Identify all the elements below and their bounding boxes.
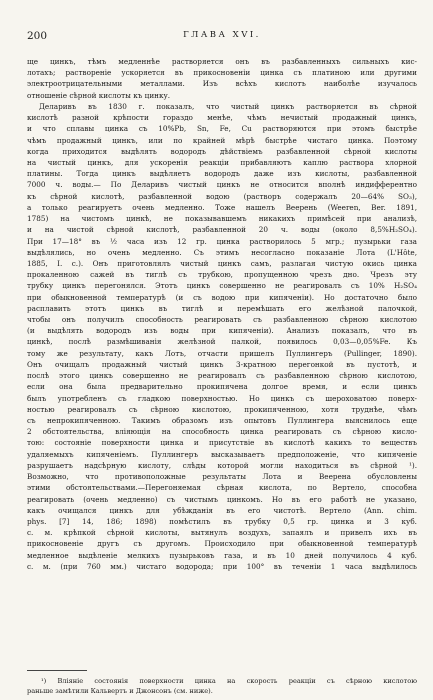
text-line: при обыкновенной температурѣ (и съ водою при кипяченiи). Но достаточно было xyxy=(27,292,417,302)
text-line: отношенiе сѣрной кислоты къ цинку. xyxy=(27,90,171,100)
text-line: реагировать (очень медленно) съ чистымъ цинкомъ. Но въ его работѣ не указано, xyxy=(27,494,417,504)
footnote-line: ¹) Влiянiе состоянiя поверхности цинка на скорость реакцiи съ сѣрною кислотою xyxy=(41,677,417,685)
text-line: 1885, I. c.). Онъ приготовлялъ чистый цинкъ самъ, разлагая чистую окись цинка xyxy=(27,258,417,268)
text-line: съ непрокипяченною. Такимъ образомъ изъ опытовъ Пуллингера выяснилось еще xyxy=(27,416,417,425)
text-line: 1785) на чистомъ цинкѣ, не показывавшемъ никакихъ примѣсей при анализѣ, xyxy=(27,214,417,224)
text-line: былъ употребленъ съ гладкою поверхностью. Но цинкъ съ шероховатою поверх- xyxy=(27,393,417,403)
text-line: прикосновенiе другъ съ другомъ. Происходило при обыкновенной температурѣ xyxy=(27,539,417,549)
text-line: а только реагируетъ очень медленно. Тоже нашелъ Веерень (Weeren, Ber. 1891, xyxy=(27,202,417,212)
text-line: разрушаетъ надсѣрную кислоту, слѣды которой могли находиться въ сѣрной ¹). xyxy=(27,460,417,470)
text-line: этими обстоятельствами.—Перегоняемая сѣрная кислота, по Вертело, способна xyxy=(27,483,417,493)
text-line: При 17—18° въ ½ часа изъ 12 гр. цинка растворилось 5 мгр.; пузырьки газа xyxy=(27,236,417,246)
text-line: с. м. (при 760 мм.) чистаго водорода; при 100° въ теченiи 1 часа выдѣлилось xyxy=(27,561,417,571)
text-line: медленное выдѣленiе мелкихъ пузырьковъ газа, и въ 10 дней получилось 4 куб. xyxy=(27,550,417,560)
text-line: ще цинкъ, тѣмъ медленнѣе растворяется онъ въ разбавленныхъ сильныхъ кис- xyxy=(27,57,417,66)
text-line: 7000 ч. воды.— По Деларивъ чистый цинкъ не относится вполнѣ индифферентно xyxy=(27,180,417,190)
text-line: чѣмъ продажный цинкъ, или по крайней мѣрѣ быстрѣе чистаго цинка. Поэтому xyxy=(27,135,417,145)
running-head: ГЛАВА XVI. xyxy=(183,30,261,40)
text-line: платины. Тогда цинкъ выдѣляетъ водородъ даже изъ кислоты, разбавленной xyxy=(27,169,417,179)
footnote-line: раньше замѣтили Кальвертъ и Джонсонъ (см. ниже). xyxy=(27,687,213,695)
text-line: къ сѣрной кислотѣ, разбавленной водою (растворъ содержалъ 20—64% SO₃), xyxy=(27,191,417,201)
text-line: чтобы онъ получилъ способность реагировать съ разбавленною сѣрною кислотою xyxy=(27,315,417,325)
text-line: Онъ очищалъ продажный чистый цинкъ 3-кратною перегонкой въ пустотѣ, и xyxy=(27,359,417,369)
footnotes xyxy=(27,676,417,696)
text-line: кислотѣ разной крѣпости гораздо менѣе, чѣмъ нечистый продажный цинкъ, xyxy=(27,113,417,123)
text-line: Деларивъ въ 1830 г. показалъ, что чистый цинкъ растворяется въ сѣрной xyxy=(39,101,417,111)
text-line: выдѣлялись, но очень медленно. Съ этимъ несогласно показанiе Лота (L'Hôte, xyxy=(27,247,417,257)
text-line: какъ очищался цинкъ для убѣжданiя въ его чистотѣ. Вертело (Ann. chim. xyxy=(27,505,417,515)
text-line: расплавить этотъ цинкъ въ тиглѣ и перемѣшать его желѣзной палочкой, xyxy=(27,303,417,313)
text-line: и что сплавы цинка съ 10%Pb, Sn, Fe, Cu растворяются при этомъ быстрѣе xyxy=(27,124,417,134)
text-line: (и выдѣлять водородъ изъ воды при кипяченiи). Анализъ показалъ, что въ xyxy=(27,326,417,336)
text-line: с. м. крѣпкой сѣрной кислоты, вытянулъ воздухъ, запаялъ и привелъ ихъ въ xyxy=(27,528,417,538)
text-line: удаляемыхъ кипяченiемъ. Пуллингеръ высказываетъ предположенiе, что кипяченiе xyxy=(27,449,417,459)
text-line: когда приходится выдѣлять водородъ дѣйствiемъ разбавленной сѣрной кислоты xyxy=(27,146,417,156)
text-line: на чистый цинкъ, для ускоренiя реакцiи прибавляютъ каплю раствора хлорной xyxy=(27,157,417,167)
text-line: прокаленною сажей въ тиглѣ съ трубкою, пропущенною чрезъ дно. Чрезъ эту xyxy=(27,270,417,280)
page-number: 200 xyxy=(27,30,48,42)
text-line: и на чистой сѣрной кислотѣ, разбавленной 20 ч. воды (около 8,5%H₂SO₄). xyxy=(27,225,417,235)
text-line: Возможно, что противоположные результаты Лота и Веерена обусловлены xyxy=(27,472,417,482)
body-text xyxy=(27,56,417,572)
text-line: если она была предварительно прокипячена долгое время, и если цинкъ xyxy=(27,382,417,392)
text-line: электроотрицательными металлами. Изъ всѣхъ кислотъ наиболѣе изучалось xyxy=(27,79,417,89)
page-header xyxy=(27,30,417,42)
text-line: тою: состоянiе поверхности цинка и присутствiе въ кислотѣ какихъ то веществъ xyxy=(27,438,417,448)
text-line: phys. [7] 14, 186; 1898) помѣстилъ въ трубку 0,5 гр. цинка и 3 куб. xyxy=(27,516,417,526)
text-line: цинкѣ, послѣ размѣшиванiя желѣзной палкой, появилось 0,03—0,05%Fe. Къ xyxy=(27,337,417,347)
text-line: трубку цинкъ перегонялся. Этотъ цинкъ совершенно не реагировалъ съ 10% H₂SO₄ xyxy=(27,281,417,291)
text-line: послѣ этого цинкъ совершенно не реагировалъ съ разбавленною сѣрною кислотою, xyxy=(27,371,417,381)
text-line: ностью реагировалъ съ сѣрною кислотою, прокипяченною, хотя труднѣе, чѣмъ xyxy=(27,404,417,414)
text-line: лотахъ; растворенiе ускоряется въ прикосновенiи цинка съ платиною или другими xyxy=(27,68,417,78)
text-line: тому же результату, какъ Лотъ, отчасти пришелъ Пуллингеръ (Pullinger, 1890). xyxy=(27,348,417,358)
text-line: 2 обстоятельства, влiяющiя на способность цинка реагировать съ сѣрною кисло- xyxy=(27,427,417,437)
footnote-rule xyxy=(27,670,87,671)
